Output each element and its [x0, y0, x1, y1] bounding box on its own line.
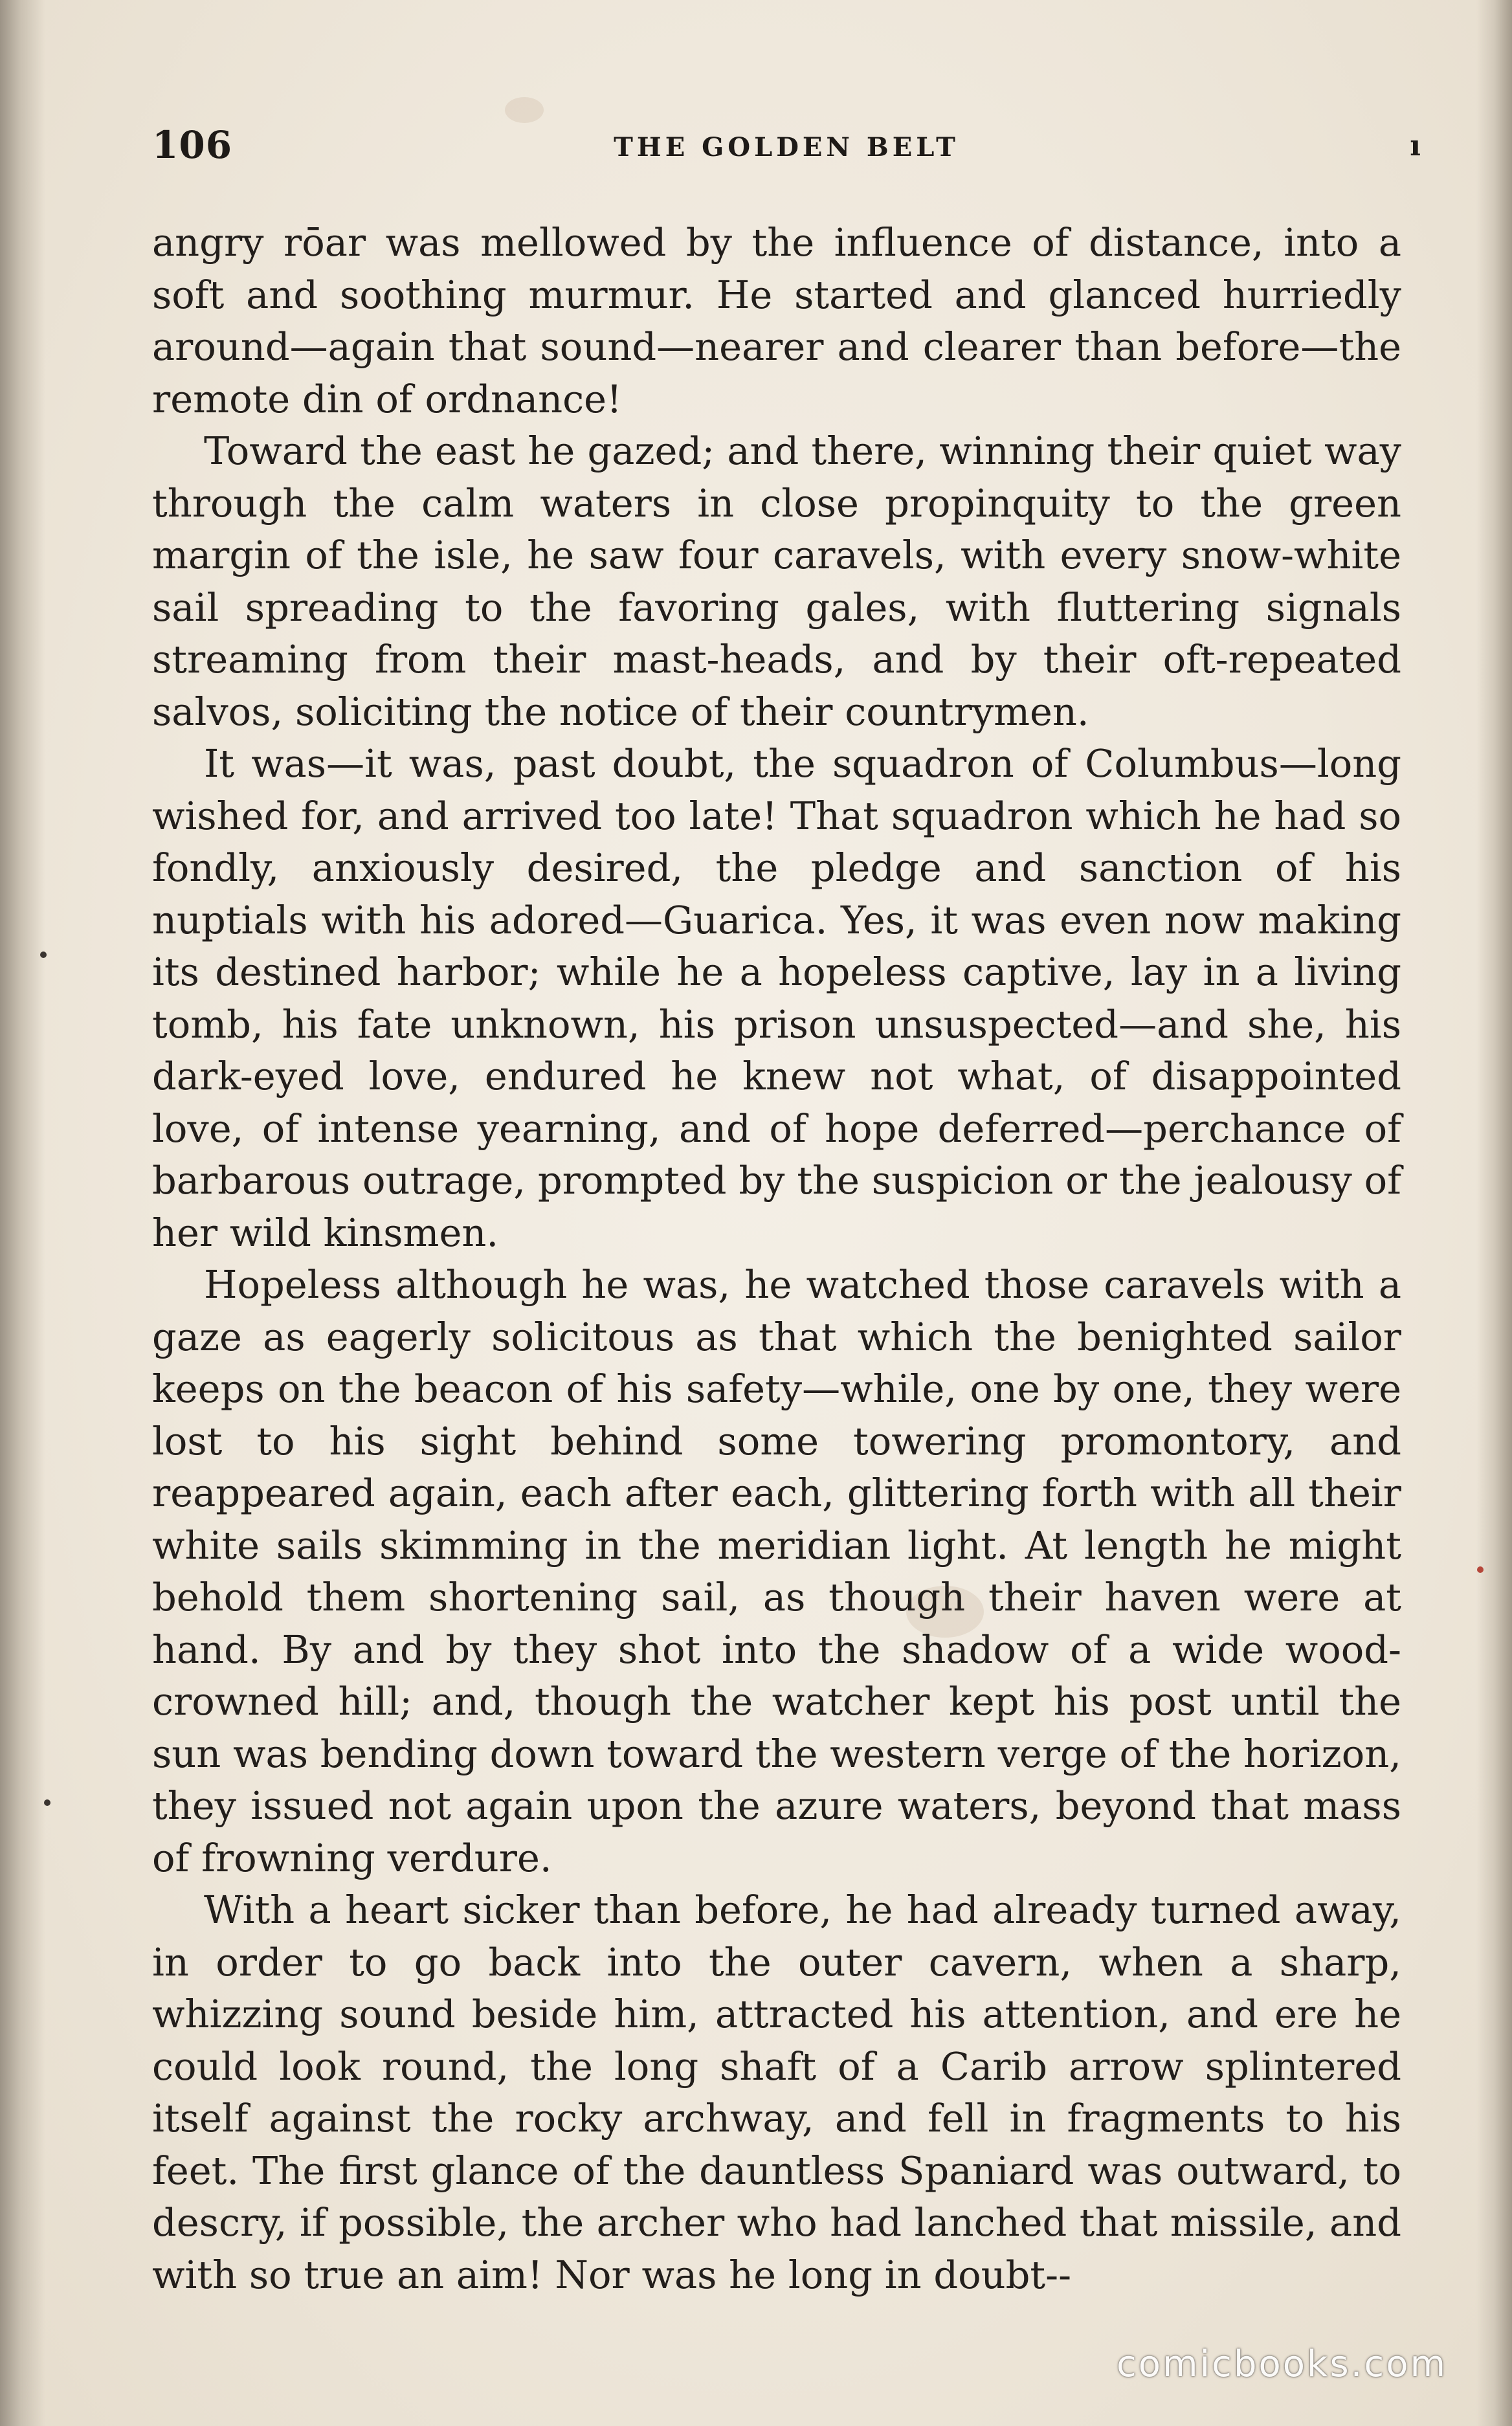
- body-text: [152, 217, 1401, 2301]
- header-mark: ı: [1410, 129, 1421, 162]
- watermark: comicbooks.com: [1117, 2343, 1448, 2385]
- paragraph: angry rōar was mellowed by the influence of distance, into a soft and soothing murmur. He started and glanced hurriedly around—again that sound—nearer and clearer than before—the remote din of ordnance!: [152, 220, 1401, 421]
- ink-speck: [44, 1799, 50, 1806]
- page-edge-left: [0, 0, 45, 2426]
- page-edge-right: [1476, 0, 1512, 2426]
- running-title: THE GOLDEN BELT: [614, 132, 959, 162]
- paragraph: It was—it was, past doubt, the squadron of Columbus—long wished for, and arrived too late! That squadron which he had so fondly, anxiously desired, the pledge and sanction of his nuptials with his adored—Guarica. Yes, it was even now making its destined harbor; while he a hopeless captive, lay in a living tomb, his fate unknown, his prison unsuspected—and she, his dark-eyed love, endured he knew not what, of disappointed love, of intense yearning, and of hope deferred—perchance of barbarous outrage, prompted by the suspicion or the jealousy of her wild kinsmen.: [152, 741, 1401, 1255]
- ink-speck: [40, 951, 47, 958]
- page-number: 106: [152, 123, 233, 167]
- page-header: [152, 123, 1421, 181]
- paragraph: With a heart sicker than before, he had already turned away, in order to go back into the outer cavern, when a sharp, whizzing sound beside him, attracted his attention, and ere he could look round, the long shaft of a Carib arrow splintered itself against the rocky archway, and fell in fragments to his feet. The first glance of the dauntless Spaniard was outward, to descry, if possible, the archer who had lanched that missile, and with so true an aim! Nor was he long in doubt--: [152, 1887, 1401, 2297]
- paragraph: Toward the east he gazed; and there, winning their quiet way through the calm waters in close propinquity to the green margin of the isle, he saw four caravels, with every snow-white sail spreading to the favoring gales, with fluttering signals streaming from their mast-heads, and by their oft-repeated salvos, soliciting the notice of their countrymen.: [152, 428, 1401, 734]
- paragraph: Hopeless although he was, he watched those caravels with a gaze as eagerly solicitous as that which the benighted sailor keeps on the beacon of his safety—while, one by one, they were lost to his sight behind some towering promontory, and reappeared again, each after each, glittering forth with all their white sails skimming in the meridian light. At length he might behold them shortening sail, as though their haven were at hand. By and by they shot into the shadow of a wide wood-crowned hill; and, though the watcher kept his post until the sun was bending down toward the western verge of the horizon, they issued not again upon the azure waters, beyond that mass of frowning verdure.: [152, 1262, 1401, 1880]
- ink-speck: [1477, 1566, 1484, 1573]
- paper-stain: [505, 97, 544, 123]
